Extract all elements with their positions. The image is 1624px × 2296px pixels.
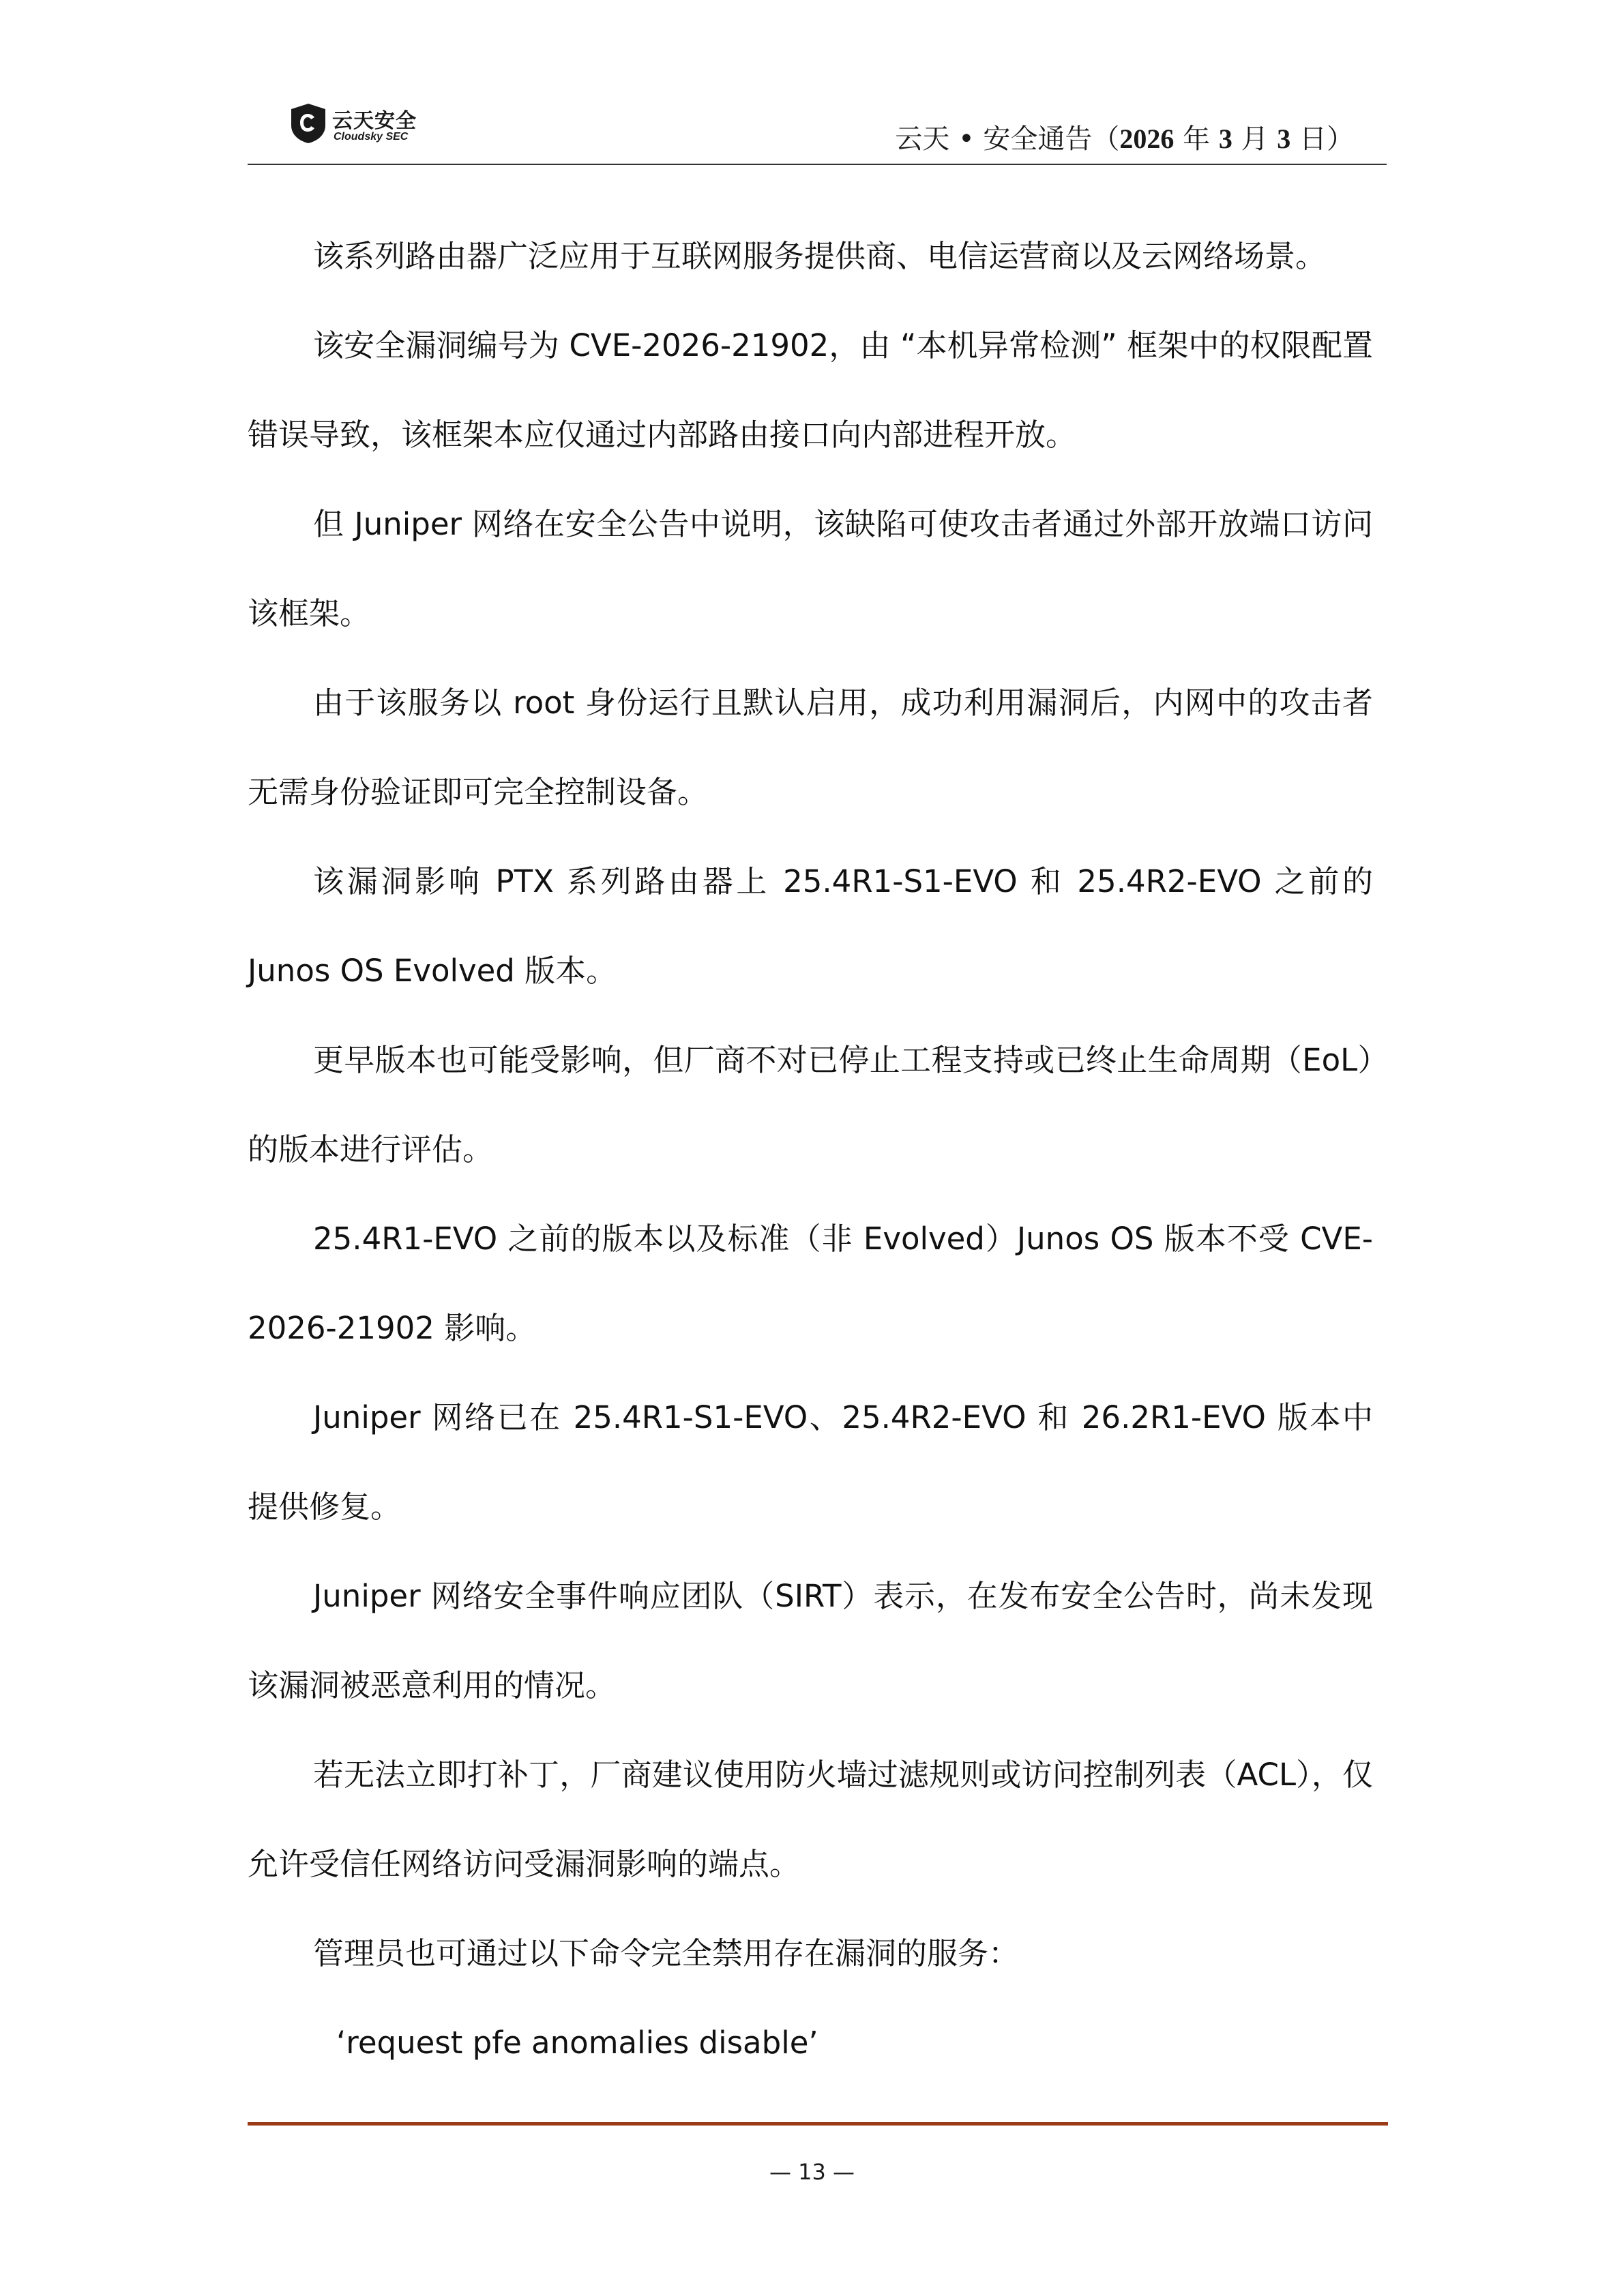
page-number: — 13 —	[769, 2159, 855, 2185]
bulletin-title	[895, 117, 1354, 156]
paragraph: 由于该服务以 root 身份运行且默认启用，成功利用漏洞后，内网中的攻击者无需身份验证即可完全控制设备。	[248, 685, 1373, 810]
title-prefix: 云天 • 安全通告（	[895, 123, 1120, 155]
document-body	[248, 211, 1373, 2087]
title-suffix: 日）	[1290, 123, 1354, 155]
page-header	[248, 101, 1387, 164]
footer-divider	[248, 2122, 1388, 2126]
paragraph: Juniper 网络安全事件响应团队（SIRT）表示，在发布安全公告时，尚未发现该漏洞被恶意利用的情况。	[248, 1578, 1373, 1703]
title-month: 3	[1218, 123, 1232, 154]
logo-chinese-name: 云天安全	[332, 109, 417, 133]
logo-english-name: Cloudsky SEC	[334, 131, 409, 143]
paragraph: 该安全漏洞编号为 CVE-2026-21902，由 “本机异常检测” 框架中的权限配置错误导致，该框架本应仅通过内部路由接口向内部进程开放。	[248, 327, 1373, 453]
paragraph: 管理员也可通过以下命令完全禁用存在漏洞的服务：	[313, 1935, 1020, 1971]
cloudsky-logo	[289, 101, 439, 149]
command-snippet: ‘request pfe anomalies disable’	[336, 2025, 818, 2061]
paragraph: 25.4R1-EVO 之前的版本以及标准（非 Evolved）Junos OS 版本不受 CVE-2026-21902 影响。	[248, 1221, 1373, 1346]
cloudsky-shield-icon	[289, 102, 328, 145]
paragraph: 该系列路由器广泛应用于互联网服务提供商、电信运营商以及云网络场景。	[313, 238, 1327, 274]
title-year-unit: 年	[1174, 123, 1219, 155]
paragraph: 该漏洞影响 PTX 系列路由器上 25.4R1-S1-EVO 和 25.4R2-EVO 之前的 Junos OS Evolved 版本。	[248, 863, 1373, 989]
title-day: 3	[1277, 123, 1291, 154]
paragraph: 但 Juniper 网络在安全公告中说明，该缺陷可使攻击者通过外部开放端口访问该框架。	[248, 506, 1373, 631]
header-divider	[248, 164, 1387, 165]
title-month-unit: 月	[1232, 123, 1278, 155]
paragraph: 更早版本也可能受影响，但厂商不对已停止工程支持或已终止生命周期（EoL）的版本进行评估。	[248, 1042, 1373, 1167]
paragraph: Juniper 网络已在 25.4R1-S1-EVO、25.4R2-EVO 和 26.2R1-EVO 版本中提供修复。	[248, 1399, 1373, 1525]
title-year: 2026	[1119, 123, 1175, 154]
paragraph: 若无法立即打补丁，厂商建议使用防火墙过滤规则或访问控制列表（ACL），仅允许受信任网络访问受漏洞影响的端点。	[248, 1757, 1373, 1882]
